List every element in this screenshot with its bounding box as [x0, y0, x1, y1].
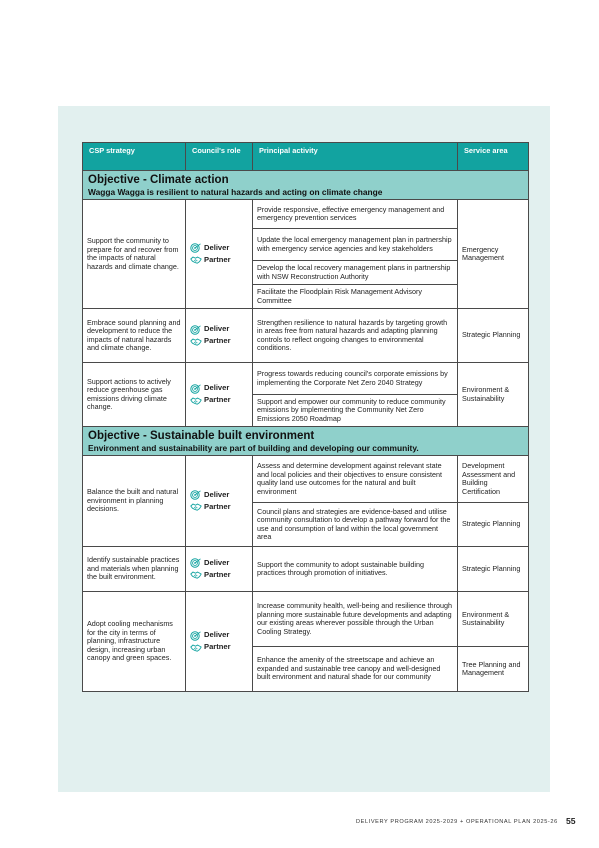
header-councils-role: Council's role — [186, 143, 253, 171]
table-row — [83, 456, 529, 503]
activity-cell: Develop the local recovery management plans in partnership with NSW Reconstruction Authority — [253, 261, 458, 285]
handshake-icon — [190, 255, 202, 265]
target-icon — [190, 490, 202, 500]
service-area-cell: Strategic Planning — [458, 309, 529, 363]
target-icon — [190, 325, 202, 335]
target-icon — [190, 631, 202, 641]
strategy-cell: Balance the built and natural environment in planning decisions. — [83, 456, 186, 547]
role-cell — [186, 309, 253, 363]
objective-title: Objective - Climate action — [88, 174, 229, 186]
activity-cell: Update the local emergency management plan in partnership with emergency service agencies and key stakeholders — [253, 229, 458, 261]
objective-row — [83, 427, 529, 456]
activity-cell: Council plans and strategies are evidence-based and utilise community consultation to develop a pathway forward for the use and consumption of land within the local government area — [253, 503, 458, 547]
role-cell — [186, 547, 253, 592]
activity-cell: Support and empower our community to reduce community emissions by implementing the Community Net Zero Emissions 2050 Roadmap — [253, 395, 458, 427]
table-row — [83, 309, 529, 363]
strategy-cell: Support actions to actively reduce greenhouse gas emissions driving climate change. — [83, 363, 186, 427]
role-cell — [186, 363, 253, 427]
role-cell — [186, 200, 253, 309]
role-deliver-label: Deliver — [204, 557, 230, 567]
strategy-table — [82, 142, 529, 692]
role-partner-label: Partner — [204, 336, 231, 346]
role-partner-label: Partner — [204, 569, 231, 579]
handshake-icon — [190, 502, 202, 512]
role-partner-label: Partner — [204, 501, 231, 511]
table-header-row — [83, 143, 529, 171]
handshake-icon — [190, 570, 202, 580]
table-row — [83, 363, 529, 395]
strategy-cell: Embrace sound planning and development to reduce the impacts of natural hazards and climate change. — [83, 309, 186, 363]
role-deliver-label: Deliver — [204, 630, 230, 640]
activity-cell: Assess and determine development against relevant state and local policies and their objectives to ensure consistent quality land use outcomes for the natural and built environment — [253, 456, 458, 503]
objective-title: Objective - Sustainable built environment — [88, 430, 315, 442]
service-area-cell: Strategic Planning — [458, 503, 529, 547]
role-partner-label: Partner — [204, 395, 231, 405]
role-cell — [186, 456, 253, 547]
table-row — [83, 592, 529, 647]
service-area-cell: Environment & Sustainability — [458, 363, 529, 427]
target-icon — [190, 558, 202, 568]
service-area-cell: Strategic Planning — [458, 547, 529, 592]
page-number: 55 — [566, 816, 576, 826]
header-principal-activity: Principal activity — [253, 143, 458, 171]
target-icon — [190, 243, 202, 253]
role-cell — [186, 592, 253, 692]
objective-cell — [83, 171, 529, 200]
objective-subtitle: Wagga Wagga is resilient to natural hazards and acting on climate change — [88, 187, 383, 197]
handshake-icon — [190, 396, 202, 406]
role-deliver-label: Deliver — [204, 324, 230, 334]
handshake-icon — [190, 643, 202, 653]
table-row — [83, 200, 529, 229]
activity-cell: Progress towards reducing council's corporate emissions by implementing the Corporate Net Zero 2040 Strategy — [253, 363, 458, 395]
activity-cell: Support the community to adopt sustainable building practices through promotion of initiatives. — [253, 547, 458, 592]
service-area-cell: Development Assessment and Building Certification — [458, 456, 529, 503]
activity-cell: Facilitate the Floodplain Risk Management Advisory Committee — [253, 285, 458, 309]
role-partner-label: Partner — [204, 642, 231, 652]
activity-cell: Enhance the amenity of the streetscape and achieve an expanded and sustainable tree canopy and well-designed built environment and natural shade for our community — [253, 647, 458, 692]
strategy-cell: Adopt cooling mechanisms for the city in terms of planning, infrastructure design, increasing urban canopy and green spaces. — [83, 592, 186, 692]
role-deliver-label: Deliver — [204, 242, 230, 252]
activity-cell: Increase community health, well-being and resilience through planning more sustainable future developments and adapting our existing areas wherever possible through the Urban Cooling Strategy. — [253, 592, 458, 647]
objective-row — [83, 171, 529, 200]
objective-cell — [83, 427, 529, 456]
table-row — [83, 547, 529, 592]
role-deliver-label: Deliver — [204, 383, 230, 393]
role-partner-label: Partner — [204, 254, 231, 264]
strategy-cell: Support the community to prepare for and recover from the impacts of natural hazards and climate change. — [83, 200, 186, 309]
role-deliver-label: Deliver — [204, 489, 230, 499]
header-csp-strategy: CSP strategy — [83, 143, 186, 171]
strategy-cell: Identify sustainable practices and materials when planning the built environment. — [83, 547, 186, 592]
header-service-area: Service area — [458, 143, 529, 171]
target-icon — [190, 384, 202, 394]
footer-document-title: DELIVERY PROGRAM 2025-2029 + OPERATIONAL PLAN 2025-26 — [356, 819, 558, 825]
service-area-cell: Tree Planning and Management — [458, 647, 529, 692]
activity-cell: Provide responsive, effective emergency management and emergency prevention services — [253, 200, 458, 229]
activity-cell: Strengthen resilience to natural hazards by targeting growth in areas free from natural hazards and adapting planning controls to reflect ongoing changes to environmental conditions. — [253, 309, 458, 363]
handshake-icon — [190, 337, 202, 347]
service-area-cell: Environment & Sustainability — [458, 592, 529, 647]
objective-subtitle: Environment and sustainability are part of building and developing our community. — [88, 443, 419, 453]
service-area-cell: Emergency Management — [458, 200, 529, 309]
